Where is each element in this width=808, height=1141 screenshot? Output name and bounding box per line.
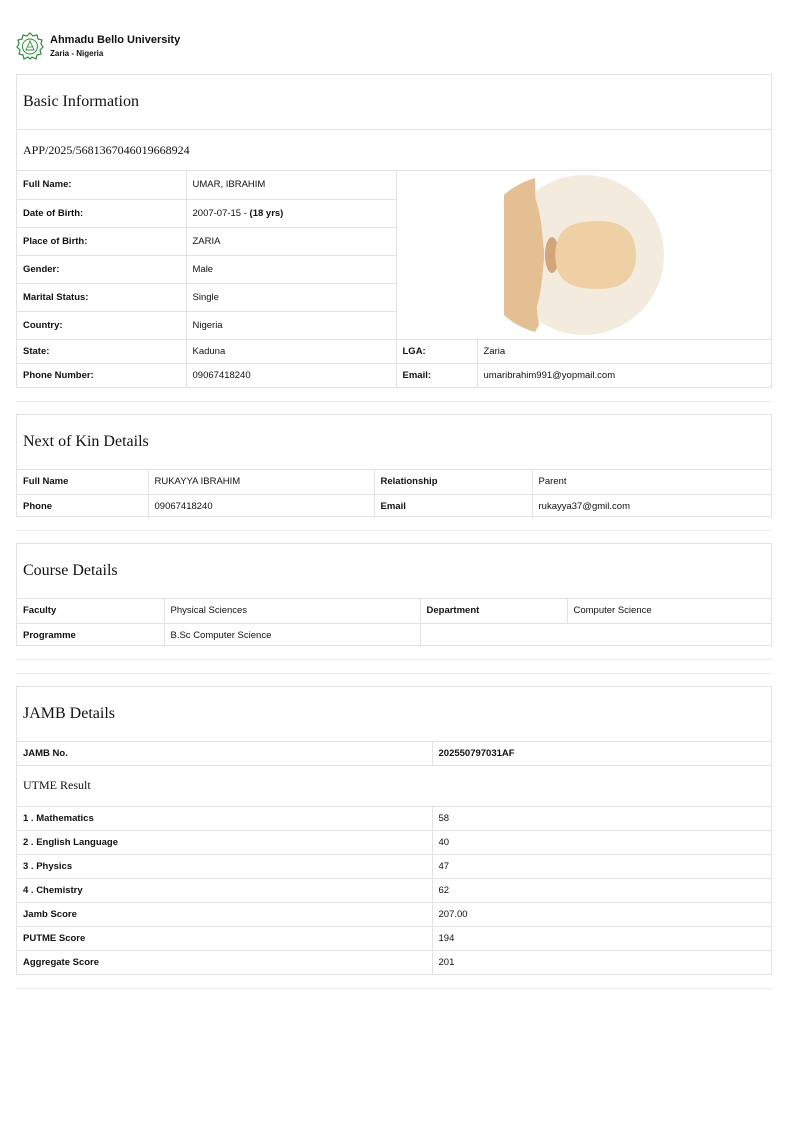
marital-status-value: Single <box>186 283 396 311</box>
subject-label: 3 . Physics <box>17 855 432 879</box>
kin-full-name-label: Full Name <box>23 476 69 488</box>
next-of-kin-table <box>17 470 771 518</box>
basic-information-card <box>16 74 772 388</box>
aggregate-score-label: Aggregate Score <box>17 951 432 975</box>
email-value: umaribrahim991@yopmail.com <box>477 363 771 387</box>
section-divider <box>16 673 772 674</box>
jamb-number-label: JAMB No. <box>23 747 68 759</box>
putme-score-value: 194 <box>432 927 771 951</box>
next-of-kin-title: Next of Kin Details <box>17 415 771 470</box>
basic-information-title: Basic Information <box>17 75 771 130</box>
dob-label: Date of Birth: <box>17 199 186 227</box>
page-header <box>16 32 180 60</box>
kin-phone-value: 09067418240 <box>148 494 374 518</box>
full-name-label: Full Name: <box>23 179 72 191</box>
email-label: Email: <box>396 363 477 387</box>
passport-photo-cell <box>396 171 771 339</box>
department-value: Computer Science <box>567 599 771 623</box>
kin-full-name-value: RUKAYYA IBRAHIM <box>148 470 374 494</box>
phone-value: 09067418240 <box>186 363 396 387</box>
utme-result-title: UTME Result <box>17 766 771 807</box>
kin-email-label: Email <box>374 494 532 518</box>
aggregate-score-value: 201 <box>432 951 771 975</box>
country-label: Country: <box>17 311 186 339</box>
full-name-value: UMAR, IBRAHIM <box>186 171 396 199</box>
gender-value: Male <box>186 255 396 283</box>
course-details-title: Course Details <box>17 544 771 599</box>
university-crest-icon <box>16 32 44 60</box>
kin-phone-label: Phone <box>17 494 148 518</box>
jamb-score-value: 207.00 <box>432 903 771 927</box>
subject-score: 47 <box>432 855 771 879</box>
subject-score: 58 <box>432 807 771 831</box>
utme-result-table <box>17 807 771 975</box>
jamb-number-table <box>17 742 771 766</box>
kin-relationship-value: Parent <box>532 470 771 494</box>
putme-score-label: PUTME Score <box>17 927 432 951</box>
basic-information-table <box>17 171 771 387</box>
phone-label: Phone Number: <box>17 363 186 387</box>
dob-date: 2007-07-15 - <box>192 207 250 219</box>
subject-score: 40 <box>432 831 771 855</box>
lga-value: Zaria <box>477 339 771 363</box>
next-of-kin-card <box>16 414 772 517</box>
marital-status-label: Marital Status: <box>17 283 186 311</box>
dob-value <box>186 199 396 227</box>
state-value: Kaduna <box>186 339 396 363</box>
section-divider <box>16 401 772 402</box>
country-value: Nigeria <box>186 311 396 339</box>
kin-relationship-label: Relationship <box>374 470 532 494</box>
jamb-score-label: Jamb Score <box>17 903 432 927</box>
subject-score: 62 <box>432 879 771 903</box>
pob-label: Place of Birth: <box>17 227 186 255</box>
kin-email-value: rukayya37@gmil.com <box>532 494 771 518</box>
jamb-number-value: 202550797031AF <box>432 742 771 765</box>
application-number: APP/2025/5681367046019668924 <box>17 130 771 171</box>
department-label: Department <box>420 599 567 623</box>
course-details-card <box>16 543 772 646</box>
jamb-details-card <box>16 686 772 975</box>
subject-label: 2 . English Language <box>17 831 432 855</box>
jamb-details-title: JAMB Details <box>17 687 771 742</box>
university-name: Ahmadu Bello University <box>50 33 181 46</box>
subject-label: 1 . Mathematics <box>23 812 94 824</box>
section-divider <box>16 530 772 531</box>
course-details-table <box>17 599 771 647</box>
subject-label: 4 . Chemistry <box>17 879 432 903</box>
programme-label: Programme <box>17 623 164 647</box>
pob-value: ZARIA <box>186 227 396 255</box>
state-label: State: <box>17 339 186 363</box>
faculty-value: Physical Sciences <box>164 599 420 623</box>
empty-cell <box>420 623 771 647</box>
university-location: Zaria - Nigeria <box>50 48 104 58</box>
section-divider <box>16 988 772 989</box>
programme-value: B.Sc Computer Science <box>164 623 420 647</box>
faculty-label: Faculty <box>23 605 57 617</box>
section-divider <box>16 659 772 660</box>
lga-label: LGA: <box>396 339 477 363</box>
passport-photo-placeholder <box>504 175 664 335</box>
age-value: (18 yrs) <box>249 207 284 219</box>
gender-label: Gender: <box>17 255 186 283</box>
